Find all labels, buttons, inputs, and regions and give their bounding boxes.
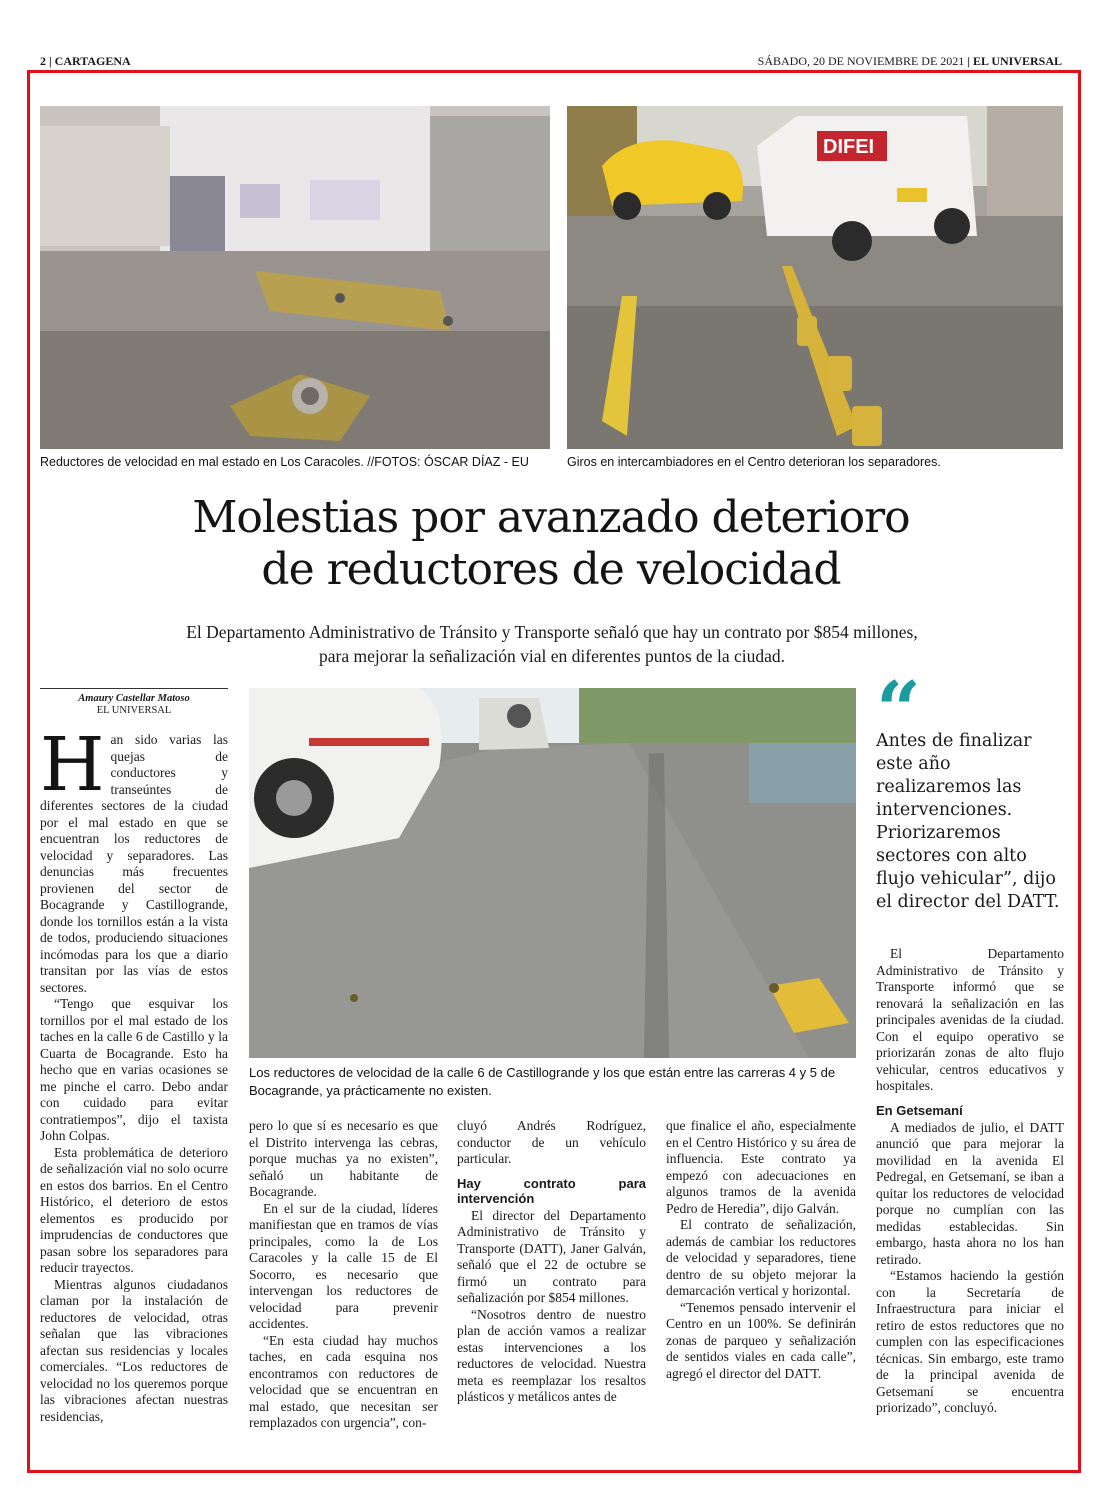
section-name: CARTAGENA [54,54,131,68]
paragraph: “Tenemos pensado intervenir el Centro en un 100%. Se definirán zonas de parqueo y señalización de sentidos viales en cada calle”, agregó el director del DATT. [666,1299,856,1381]
page-headline [40,492,1062,596]
section-divider: | [49,54,55,68]
paragraph: cluyó Andrés Rodríguez, conductor de un vehículo particular. [457,1118,646,1166]
dateline-divider: | [967,54,973,68]
paragraph: En el sur de la ciudad, líderes manifiestan que en tramos de vías principales, como la de Los Caracoles y la calle 15 de El Socorro, es necesario que intervengan los reductores de velocidad para prevenir accidentes. [249,1200,438,1331]
subhead-line-1: El Departamento Administrativo de Tránsito y Transporte señaló que hay un contrato por $854 millones, [186,622,918,642]
article-column-4 [666,1118,856,1382]
headline-line-2: de reductores de velocidad [261,544,841,595]
byline [40,688,228,717]
paragraph-text: an sido varias las quejas de conductores y transeúntes de diferentes sectores de la ciudad por el mal estado en que se encuentran los reductores de velocidad y separadores. Las denuncias más frecuentes provienen del sector de Bocagrande y Castillogrande, donde los tornillos están a la vista de todos, produciendo situaciones incómodas para los que a diario transitan por las vías de estos sectores. [40,732,228,995]
headline-line-1: Molestias por avanzado deterioro [192,492,910,543]
paragraph: pero lo que sí es necesario es que el Distrito intervenga las cebras, porque muchas ya no existen”, señaló un habitante de Bocagrande. [249,1118,438,1199]
photo-castillogrande-street [249,688,856,1058]
subhead-line-2: para mejorar la señalización vial en diferentes puntos de la ciudad. [319,646,785,666]
publication-name: EL UNIVERSAL [972,54,1062,68]
article-column-2 [249,1118,438,1432]
paragraph: Esta problemática de deterioro de señalización vial no solo ocurre en estos dos barrios. En el Centro Histórico, el deterioro de estos elementos es producido por imprudencias de conductores que pasan sobre los separadores para reducir trayectos. [40,1144,228,1275]
subsection-heading: Hay contrato para intervención [457,1175,646,1206]
page-section [40,54,131,69]
paragraph [40,722,228,996]
article-column-5 [876,946,1064,1417]
paragraph: El Departamento Administrativo de Tránsito y Transporte informó que se renovará la señalización en las principales avenidas de la ciudad. Con el equipo operativo se priorizarán zonas de alto flujo vehicular, centros educativos y hospitales. [876,946,1064,1093]
article-column-3 [457,1118,646,1406]
paragraph: “Tengo que esquivar los tornillos por el mal estado de los taches en la calle 6 de Castillo y la Cuarta de Bocagrande. Esto ha hecho que en varias ocasiones se me pinche el carro. Debo andar con cuidado para evitar contratiempos”, dijo el taxista John Colpas. [40,996,228,1143]
issue-date: SÁBADO, 20 DE NOVIEMBRE DE 2021 [757,54,965,68]
paragraph: “En esta ciudad hay muchos taches, en cada esquina nos encontramos con reductores de velocidad que se encuentran en mal estado, que necesitan ser remplazados con urgencia”, con- [249,1332,438,1430]
paragraph: El contrato de señalización, además de cambiar los reductores de velocidad y separadores, tiene dentro de su objeto mejorar la demarcación vertical y horizontal. [666,1217,856,1298]
paragraph: A mediados de julio, el DATT anunció que para mejorar la movilidad en la avenida El Pedregal, en Getsemaní, se iban a quitar los reductores de velocidad porque no cumplían con las medidas establecidas. Sin embargo, hasta ahora no los han retirado. [876,1119,1064,1267]
drop-cap: H [40,722,105,808]
page-number: 2 [40,54,46,68]
caption-top-right: Giros en intercambiadores en el Centro deterioran los separadores. [567,455,941,469]
paragraph: que finalice el año, especialmente en el Centro Histórico y su área de influencia. Este contrato ya empezó con adecuaciones en algunos tramos de la avenida Pedro de Heredia”, dijo Galván. [666,1118,856,1216]
paragraph: El director del Departamento Administrativo de Tránsito y Transporte (DATT), Janer Galván, señaló que el 22 de octubre se firmó un contrato para señalización por $854 millones. [457,1207,646,1305]
van-brand-label: DIFEI [823,136,875,158]
caption-center: Los reductores de velocidad de la calle 6 de Castillogrande y los que están entre las carreras 4 y 5 de Bocagrande, ya prácticamente no existen. [249,1065,836,1098]
photo-intercambiadores [567,106,1063,449]
page-subhead [100,620,1004,668]
article-column-1 [40,722,228,1425]
photo-speed-bumps-caracoles [40,106,550,449]
paragraph: “Estamos haciendo la gestión con la Secretaría de Infraestructura para iniciar el retiro de estos reductores que no cumplen con las especificaciones técnicas. Sin embargo, este tramo de la principal avenida de Getsemaní se encuentra priorizado”, concluyó. [876,1268,1064,1415]
paragraph: “Nosotros dentro de nuestro plan de acción vamos a realizar estas intervenciones a los reductores de velocidad. Nuestra meta es reemplazar los resaltos plásticos y metálicos antes de [457,1306,646,1404]
quote-mark-icon: “ [876,665,921,756]
page-header [40,54,1062,70]
byline-outlet: EL UNIVERSAL [96,705,172,716]
page-dateline [758,54,1062,69]
paragraph: Mientras algunos ciudadanos claman por la instalación de reductores de velocidad, otras señalan que las vibraciones afectan sus residencias y locales comerciales. “Los reductores de velocidad no los queremos porque las vibraciones afectan nuestras residencias, [40,1276,228,1424]
pull-quote: Antes de finalizar este año realizaremos las intervenciones. Priorizaremos sectores con alto flujo vehicular”, dijo el director del DATT. [876,731,1060,912]
caption-top-left: Reductores de velocidad en mal estado en Los Caracoles. //FOTOS: ÓSCAR DÍAZ - EU [40,455,529,469]
subsection-heading: En Getsemaní [876,1102,963,1118]
byline-author: Amaury Castellar Matoso [78,693,190,704]
